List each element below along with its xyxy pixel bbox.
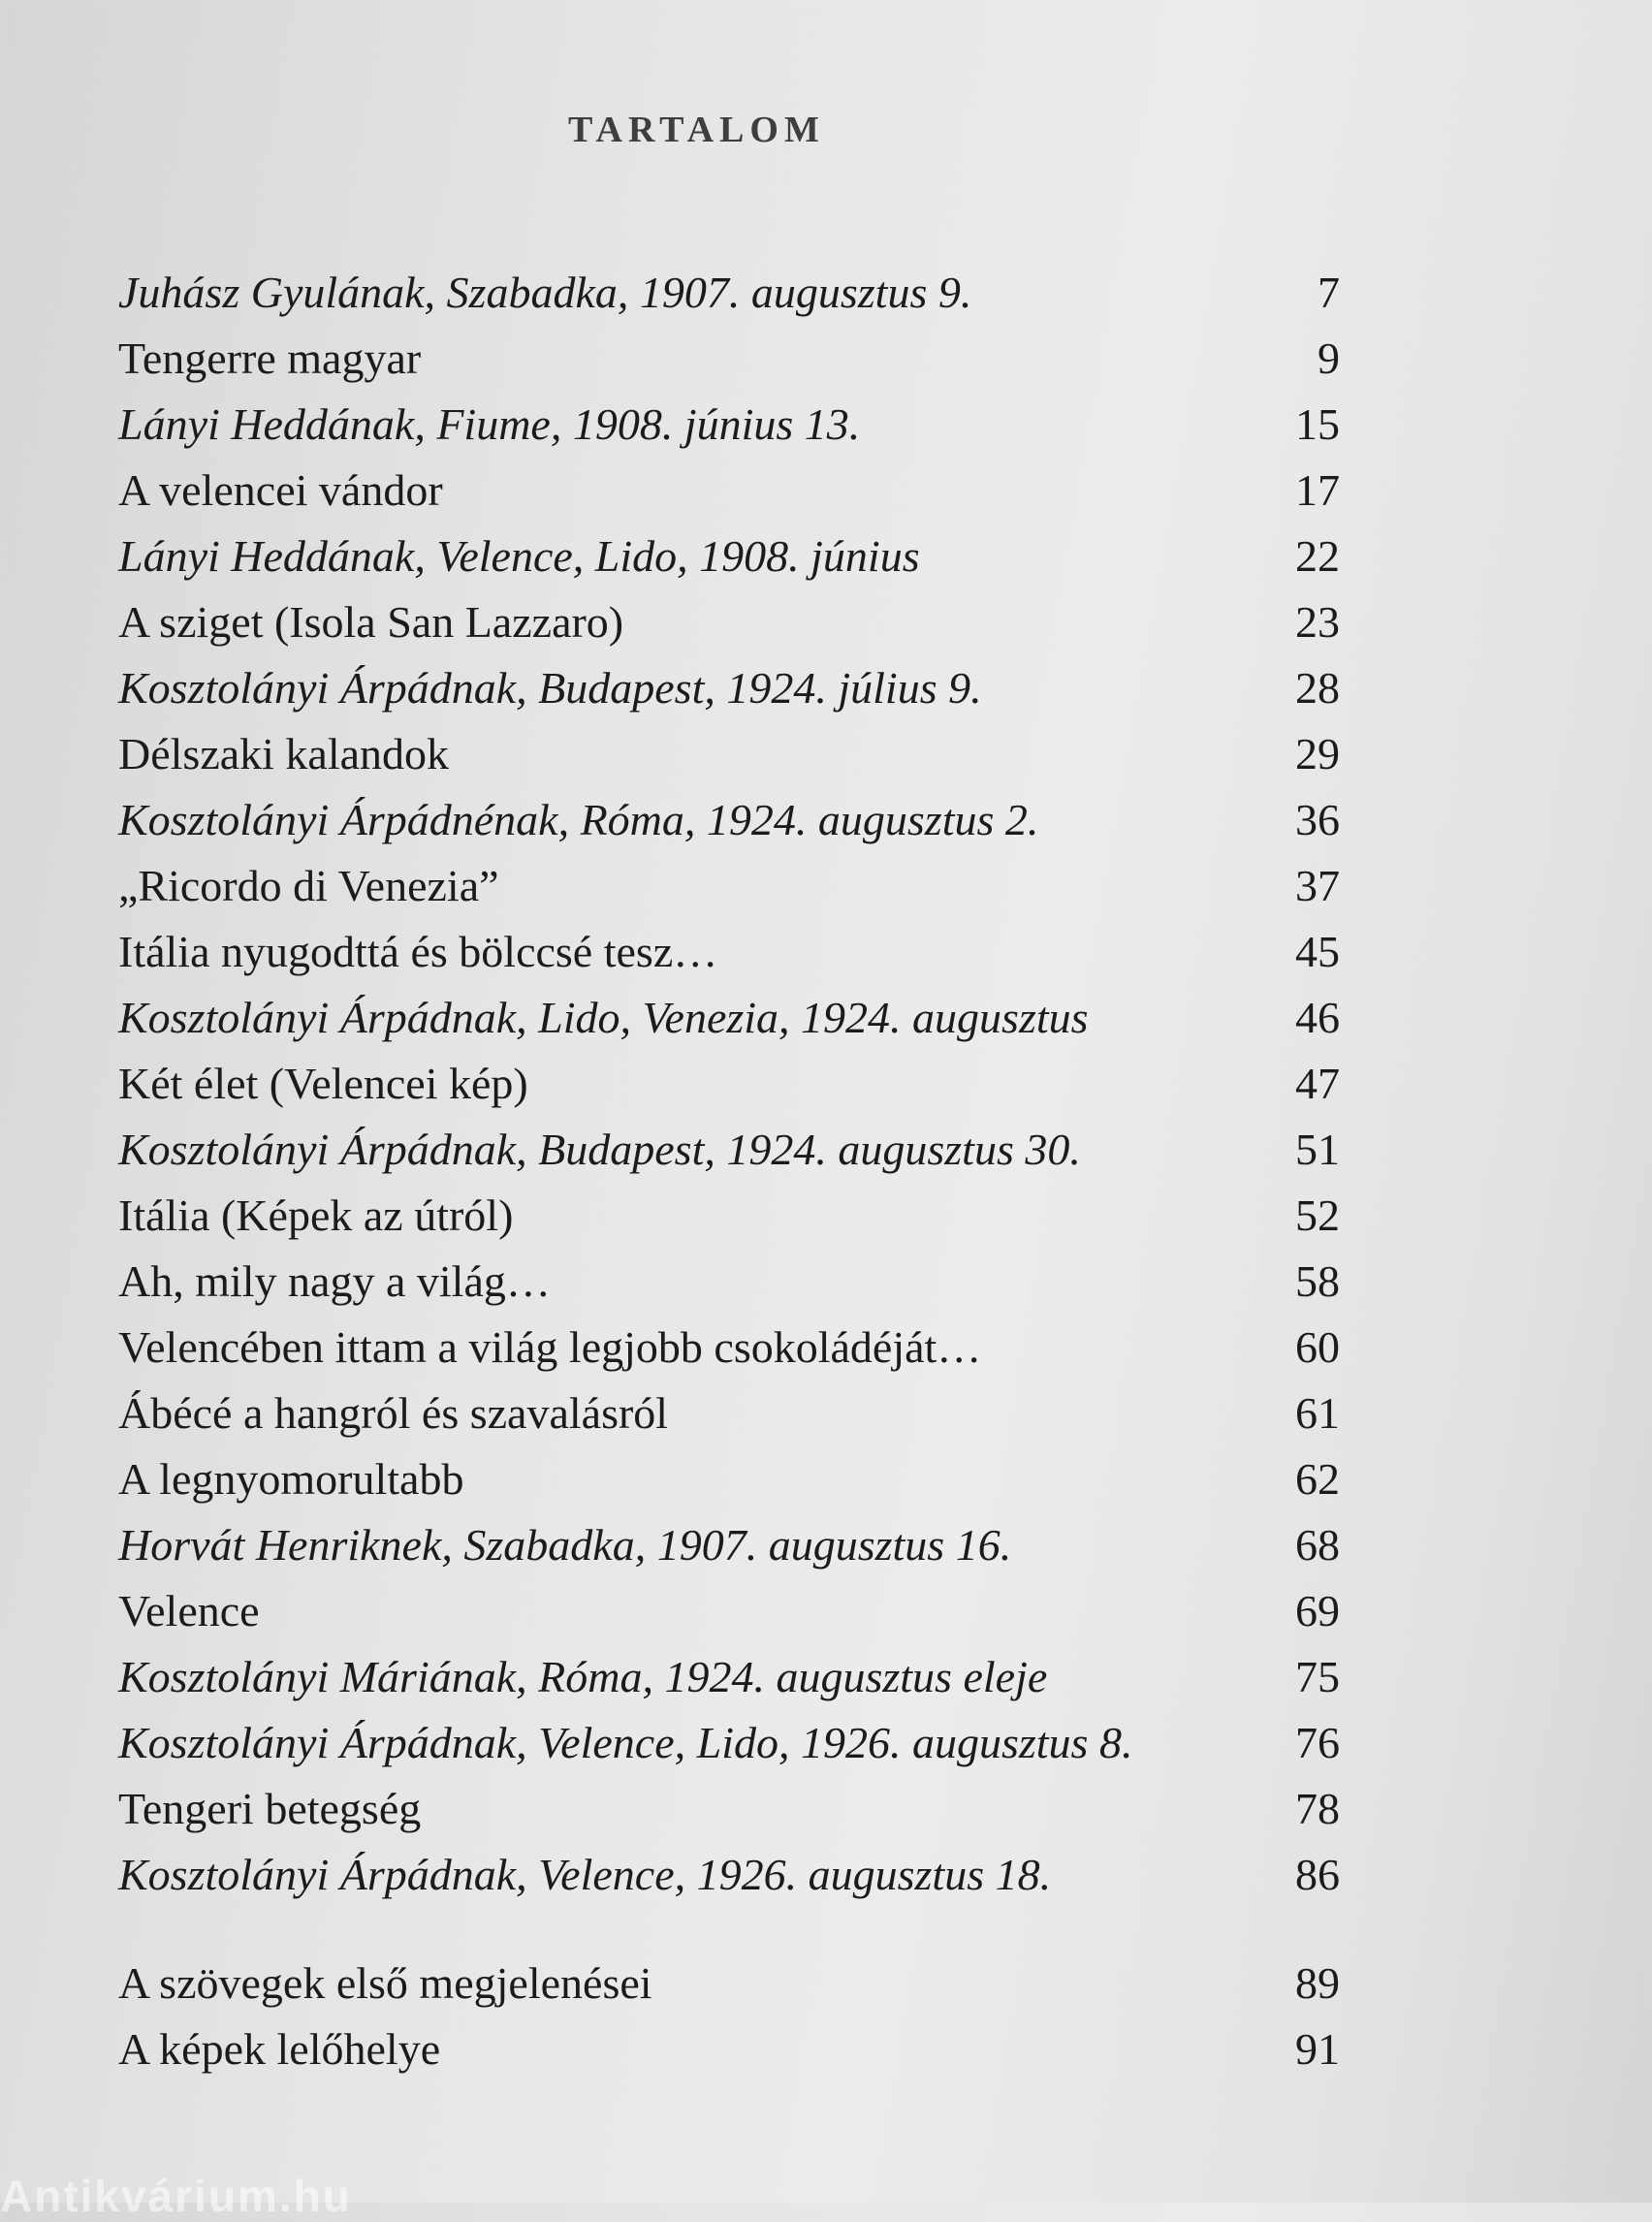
- toc-entry-title: A szövegek első megjelenései: [118, 1958, 652, 2008]
- toc-entry: [118, 655, 1340, 721]
- toc-entry: [118, 1249, 1340, 1315]
- toc-entry: [118, 1710, 1340, 1776]
- toc-entry-page: 9: [1318, 333, 1340, 383]
- toc-entry-page: 76: [1295, 1718, 1340, 1767]
- toc-entry-page: 61: [1295, 1388, 1340, 1438]
- toc-entry-title: Kosztolányi Árpádnak, Budapest, 1924. július 9.: [118, 663, 982, 713]
- toc-entry: [118, 1381, 1340, 1446]
- toc-entry: [118, 853, 1340, 919]
- toc-appendix-entry: [118, 1951, 1340, 2016]
- toc-entry-page: 23: [1295, 597, 1340, 647]
- toc-entry-title: Kosztolányi Árpádnak, Velence, Lido, 1926. augusztus 8.: [118, 1718, 1133, 1767]
- toc-entry: [118, 524, 1340, 589]
- toc-entry-page: 78: [1295, 1784, 1340, 1833]
- toc-entry: [118, 1578, 1340, 1644]
- toc-entry: [118, 1051, 1340, 1117]
- toc-entry-title: A velencei vándor: [118, 465, 443, 515]
- toc-entry-page: 60: [1295, 1322, 1340, 1372]
- toc-entry-page: 69: [1295, 1586, 1340, 1635]
- toc-entry-title: Kosztolányi Árpádnénak, Róma, 1924. augusztus 2.: [118, 795, 1039, 844]
- page-title: TARTALOM: [568, 110, 825, 150]
- toc-entry-title: Kosztolányi Máriának, Róma, 1924. augusztus eleje: [118, 1652, 1048, 1701]
- toc-entry-title: Tengerre magyar: [118, 333, 422, 383]
- toc-entry: [118, 1446, 1340, 1512]
- toc-entry-title: Délszaki kalandok: [118, 729, 450, 778]
- toc-entry-page: 28: [1295, 663, 1340, 713]
- toc-entry: [118, 919, 1340, 985]
- toc-entry-page: 75: [1295, 1652, 1340, 1701]
- section-gap: [118, 1908, 1340, 1951]
- toc-entry: [118, 787, 1340, 853]
- toc-entry: [118, 985, 1340, 1051]
- toc-entry: [118, 326, 1340, 392]
- toc-entry-title: Két élet (Velencei kép): [118, 1059, 528, 1108]
- toc-entry: [118, 392, 1340, 458]
- toc-entry-title: Ábécé a hangról és szavalásról: [118, 1388, 669, 1438]
- toc-entry-page: 47: [1295, 1059, 1340, 1108]
- table-of-contents: [118, 260, 1340, 2082]
- toc-entry: [118, 1644, 1340, 1710]
- toc-entry-title: Juhász Gyulának, Szabadka, 1907. augusztus 9.: [118, 268, 972, 317]
- toc-entry-title: Kosztolányi Árpádnak, Velence, 1926. augusztus 18.: [118, 1850, 1052, 1899]
- toc-entry-page: 58: [1295, 1256, 1340, 1306]
- toc-entry-page: 86: [1295, 1850, 1340, 1899]
- toc-entry-page: 89: [1295, 1958, 1340, 2008]
- toc-entry-title: Velencében ittam a világ legjobb csokoládéját…: [118, 1322, 982, 1372]
- toc-entry: [118, 1117, 1340, 1183]
- toc-entry-page: 29: [1295, 729, 1340, 778]
- toc-entry-page: 68: [1295, 1520, 1340, 1570]
- toc-entry-page: 15: [1295, 399, 1340, 449]
- toc-entry: [118, 1512, 1340, 1578]
- toc-entry-page: 17: [1295, 465, 1340, 515]
- toc-entry: [118, 1776, 1340, 1842]
- toc-entry: [118, 1315, 1340, 1381]
- toc-entry: [118, 1842, 1340, 1908]
- toc-entry-title: Kosztolányi Árpádnak, Lido, Venezia, 1924. augusztus: [118, 993, 1089, 1042]
- toc-entry: [118, 1183, 1340, 1249]
- toc-entry-page: 51: [1295, 1125, 1340, 1174]
- toc-entry-title: Lányi Heddának, Fiume, 1908. június 13.: [118, 399, 861, 449]
- toc-entry-title: Ah, mily nagy a világ…: [118, 1256, 551, 1306]
- toc-entry-title: A sziget (Isola San Lazzaro): [118, 597, 624, 647]
- toc-entry-title: Itália (Képek az útról): [118, 1190, 514, 1240]
- toc-entry-title: Tengeri betegség: [118, 1784, 422, 1833]
- toc-entry-page: 36: [1295, 795, 1340, 844]
- toc-entry-page: 52: [1295, 1190, 1340, 1240]
- toc-entry-page: 37: [1295, 861, 1340, 910]
- toc-entry: [118, 260, 1340, 326]
- toc-entry: [118, 458, 1340, 524]
- toc-entry-title: Itália nyugodttá és bölccsé tesz…: [118, 927, 718, 976]
- toc-entry-title: Lányi Heddának, Velence, Lido, 1908. június: [118, 531, 920, 581]
- toc-entry-title: „Ricordo di Venezia”: [118, 861, 499, 910]
- toc-entry-page: 7: [1318, 268, 1340, 317]
- toc-entry-title: Velence: [118, 1586, 260, 1635]
- toc-entry: [118, 721, 1340, 787]
- toc-entry-page: 46: [1295, 993, 1340, 1042]
- toc-entry-title: Kosztolányi Árpádnak, Budapest, 1924. augusztus 30.: [118, 1125, 1081, 1174]
- toc-entry: [118, 589, 1340, 655]
- toc-entry-page: 62: [1295, 1454, 1340, 1504]
- toc-entry-page: 45: [1295, 927, 1340, 976]
- toc-entry-title: A képek lelőhelye: [118, 2024, 441, 2074]
- toc-entry-page: 91: [1295, 2024, 1340, 2074]
- toc-appendix-entry: [118, 2016, 1340, 2082]
- toc-entry-page: 22: [1295, 531, 1340, 581]
- toc-entry-title: Horvát Henriknek, Szabadka, 1907. augusztus 16.: [118, 1520, 1012, 1570]
- toc-entry-title: A legnyomorultabb: [118, 1454, 464, 1504]
- watermark: Antikvárium.hu: [0, 2171, 352, 2221]
